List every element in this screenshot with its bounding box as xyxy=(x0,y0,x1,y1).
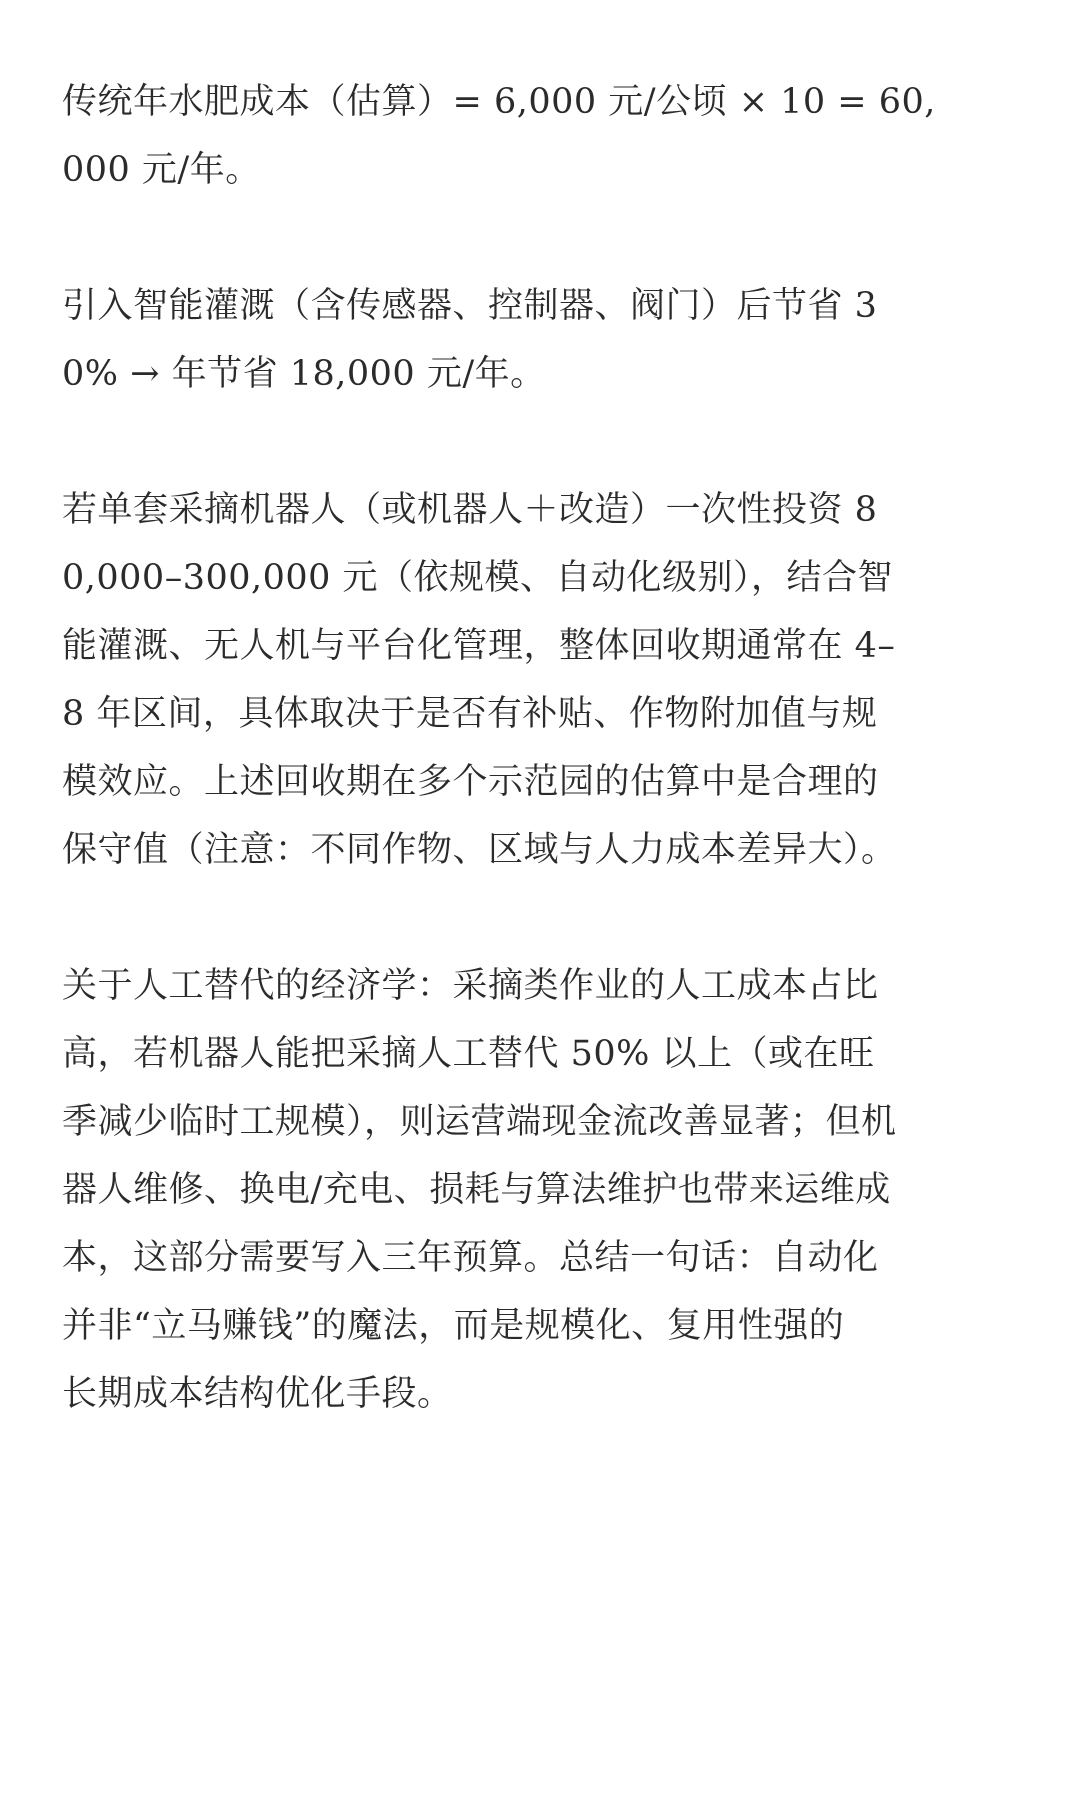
article-body xyxy=(62,68,1018,1496)
paragraph-labor-substitution-economics: 关于人工替代的经济学：采摘类作业的人工成本占比 高，若机器人能把采摘人工替代 50% 以上（或在旺 季减少临时工规模），则运营端现金流改善显著；但机 器人维修、换电/充电、损耗与算法维护也带来运维成 本，这部分需要写入三年预算。总结一句话：自动化 并非“立马赚钱”的魔法，而是规模化、复用性强的 长期成本结构优化手段。 xyxy=(62,966,897,1414)
paragraph-water-fertilizer-cost: 传统年水肥成本（估算）= 6,000 元/公顷 × 10 = 60, 000 元/年。 xyxy=(62,82,936,190)
paragraph-smart-irrigation-savings: 引入智能灌溉（含传感器、控制器、阀门）后节省 3 0% → 年节省 18,000 元/年。 xyxy=(62,286,878,394)
paragraph-robot-investment-payback: 若单套采摘机器人（或机器人＋改造）一次性投资 8 0,000–300,000 元（依规模、自动化级别），结合智 能灌溉、无人机与平台化管理，整体回收期通常在 4– 8 年区间，具体取决于是否有补贴、作物附加值与规 模效应。上述回收期在多个示范园的估算中是合理的 保守值（注意：不同作物、区域与人力成本差异大）。 xyxy=(62,490,897,870)
